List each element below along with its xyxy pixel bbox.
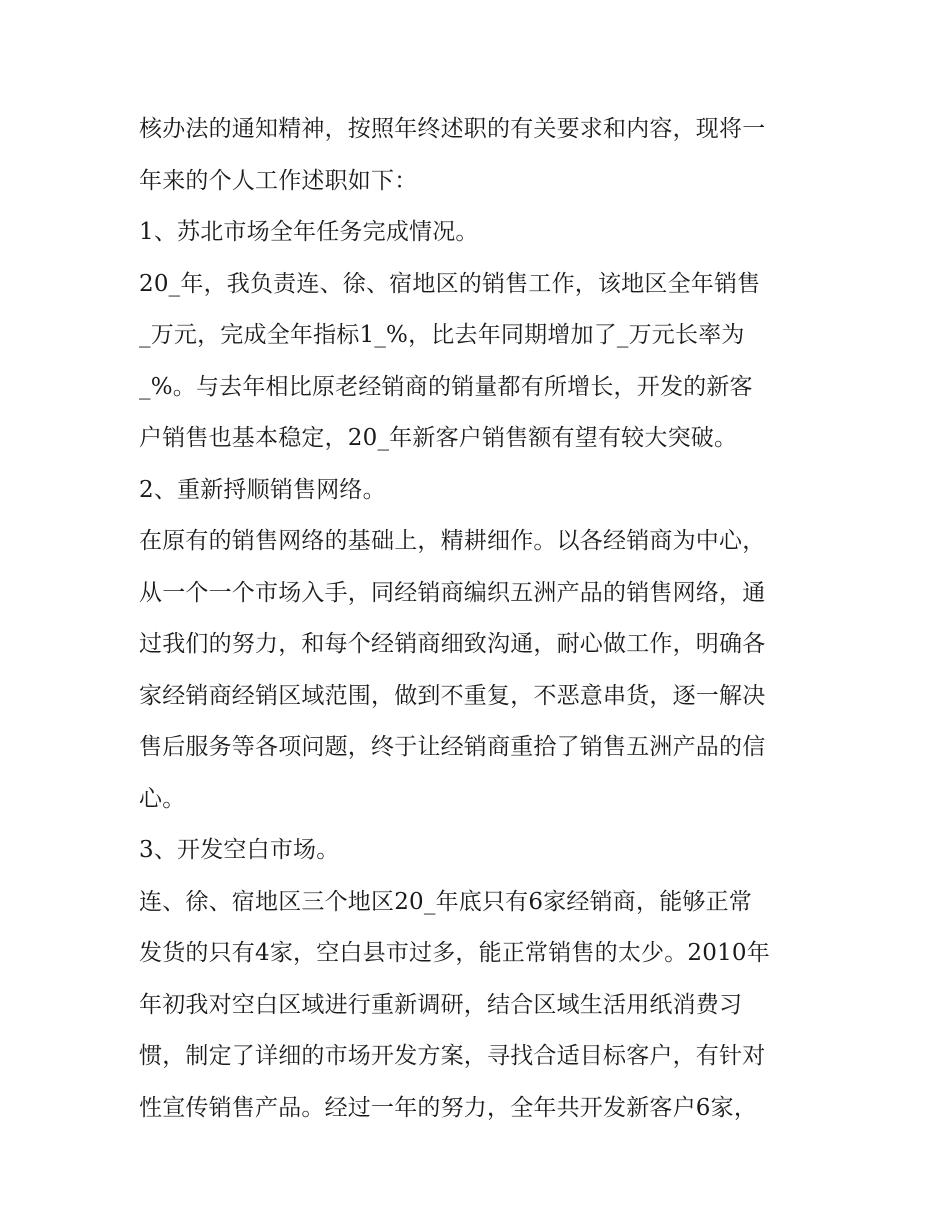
text-line: 从一个一个市场入手，同经销商编织五洲产品的销售网络，通	[139, 579, 766, 606]
section-heading: 2、重新捋顺销售网络。	[139, 476, 386, 503]
text-line: 售后服务等各项问题，终于让经销商重拾了销售五洲产品的信	[139, 734, 766, 760]
text-line: _万元，完成全年指标1_%，比去年同期增加了_万元长率为	[139, 322, 745, 348]
text-line: _%。与去年相比原老经销商的销量都有所增长，开发的新客	[139, 373, 753, 400]
document-body	[139, 104, 819, 1134]
text-line: 过我们的努力，和每个经销商细致沟通，耐心做工作，明确各	[139, 631, 766, 657]
text-line: 核办法的通知精神，按照年终述职的有关要求和内容，现将一	[139, 116, 766, 142]
text-line: 惯，制定了详细的市场开发方案，寻找合适目标客户，有针对	[139, 1043, 766, 1069]
text-line: 心。	[139, 785, 186, 812]
text-line: 性宣传销售产品。经过一年的努力，全年共开发新客户6家，	[139, 1094, 758, 1121]
text-line: 年来的个人工作述职如下：	[139, 167, 418, 194]
section-heading: 3、开发空白市场。	[139, 837, 340, 863]
text-line: 户销售也基本稳定，20_年新客户销售额有望有较大突破。	[139, 425, 738, 451]
text-line: 在原有的销售网络的基础上，精耕细作。以各经销商为中心，	[139, 528, 766, 554]
section-heading: 1、苏北市场全年任务完成情况。	[139, 219, 479, 245]
text-line: 20_年，我负责连、徐、宿地区的销售工作，该地区全年销售	[139, 270, 761, 297]
text-line: 家经销商经销区域范围，做到不重复，不恶意串货，逐一解决	[139, 682, 766, 709]
text-line: 年初我对空白区域进行重新调研，结合区域生活用纸消费习	[139, 991, 743, 1018]
text-line: 发货的只有4家，空白县市过多，能正常销售的太少。2010年	[139, 940, 770, 966]
text-line: 连、徐、宿地区三个地区20_年底只有6家经销商，能够正常	[139, 888, 752, 915]
